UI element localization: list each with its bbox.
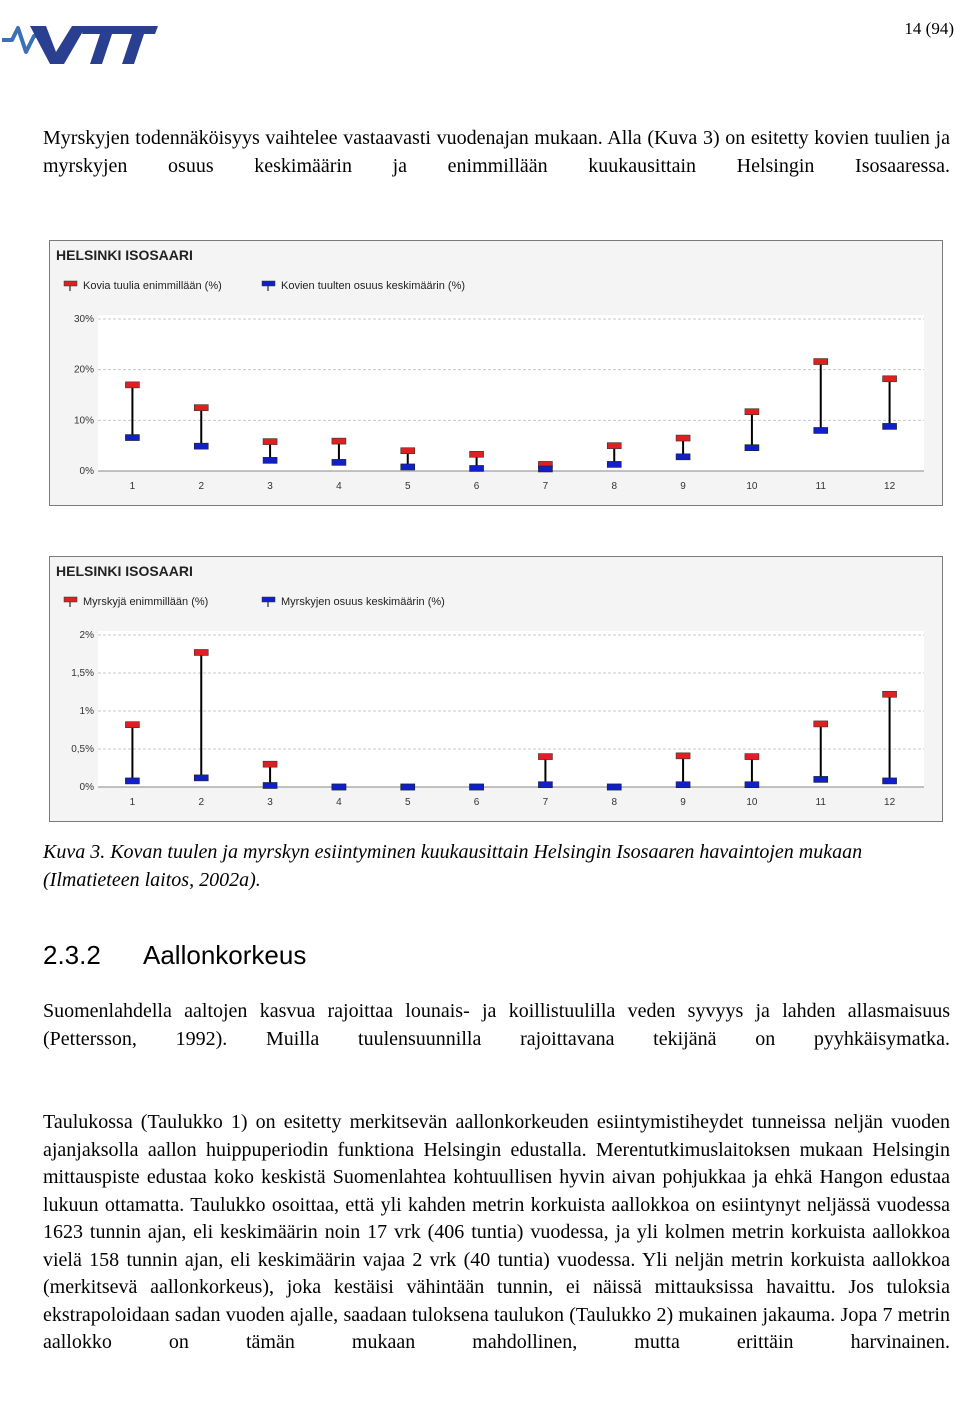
y-tick-label: 0% [79,466,94,477]
x-tick-label: 9 [680,481,686,492]
vtt-logo [0,6,160,64]
legend-marker [262,281,275,286]
x-tick-label: 5 [404,481,411,492]
avg-marker [538,466,552,472]
paragraph-wave-statistics: Taulukossa (Taulukko 1) on esitetty merkitsevän aallonkorkeuden esiintymistiheydet tunneissa neljän vuoden ajanjaksolla aallon huippuperiodin funktiona Helsingin edustalla. Merentutkimuslaitoksen mukaan Helsingin mittauspiste edustaa koko keskistä Suomenlahtea kohtuullisen hyvin aivan pohjukkaa ja ehkä Hangon edustaa lukuun ottamatta. Taulukko osoittaa, että yli kahden metrin korkuista aallokkoa on esiintynyt neljässä vuodessa 1623 tunnin ajan, eli keskimäärin noin 17 vrk (406 tuntia) vuodessa, ja yli kolmen metrin korkuista aallokkoa vielä 158 tunnin ajan, eli keskimäärin vajaa 2 vrk (40 tuntia) vuodessa. Yli neljän metrin korkuista aallokkoa (merkitsevä aallonkorkeus), joka kestäisi vähintään tunnin, ei näissä mittauksissa havaittu. Jos tuloksia ekstrapoloidaan sadan vuoden ajalle, saadaan tuloksena taulukon (Taulukko 2) mukainen jakauma. Jopa 7 metrin aallokko on tämän mukaan mahdollinen, mutta erittäin harvinainen. [43,1111,950,1353]
avg-marker [607,784,621,790]
max-marker [883,691,897,697]
intro-paragraph: Myrskyjen todennäköisyys vaihtelee vastaavasti vuodenajan mukaan. Alla (Kuva 3) on esitetty kovien tuulien ja myrskyjen osuus keskimäärin ja enimmillään kuukausittain Helsingin Isosaaressa. [43,127,950,177]
avg-marker [125,435,139,441]
legend-marker [64,597,77,602]
plot-area [98,631,924,787]
avg-marker [263,782,277,788]
x-tick-label: 12 [884,481,896,492]
x-tick-label: 6 [473,481,480,492]
max-marker [607,443,621,449]
legend-label: Kovia tuulia enimmillään (%) [83,280,222,292]
y-tick-label: 1,5% [71,668,94,679]
x-tick-label: 1 [129,797,136,808]
paragraph-wave-limits: Suomenlahdella aaltojen kasvua rajoittaa lounais- ja koillistuulilla veden syvyys ja lahden allasmaisuus (Pettersson, 1992). Muilla tuulensuunnilla rajoittavana tekijänä on pyyhkäisymatka. [43,1000,950,1050]
avg-marker [883,423,897,429]
max-marker [401,448,415,454]
max-marker [125,722,139,728]
section-title: Aallonkorkeus [143,940,307,970]
max-marker [883,376,897,382]
chart-strong-winds [49,240,943,506]
y-tick-label: 2% [79,630,94,641]
y-tick-label: 10% [73,415,94,427]
x-tick-label: 10 [746,481,758,492]
avg-marker [332,784,346,790]
x-tick-label: 11 [815,797,826,808]
avg-marker [401,784,415,790]
avg-marker [538,782,552,788]
max-marker [470,451,484,457]
avg-marker [745,782,759,788]
max-marker [814,721,828,727]
avg-marker [814,776,828,782]
max-marker [745,409,759,415]
max-marker [745,754,759,760]
max-marker [538,754,552,760]
x-tick-label: 5 [404,797,411,808]
max-marker [125,382,139,388]
x-tick-label: 6 [473,797,480,808]
chart-title: HELSINKI ISOSAARI [56,563,193,579]
section-number: 2.3.2 [43,940,101,970]
x-tick-label: 4 [336,797,342,808]
x-tick-label: 9 [680,797,686,808]
legend-label: Myrskyjä enimmillään (%) [83,596,209,608]
max-marker [194,649,208,655]
legend-label: Kovien tuulten osuus keskimäärin (%) [281,280,466,292]
x-tick-label: 4 [336,481,342,492]
x-tick-label: 8 [611,797,618,808]
max-marker [814,359,828,365]
avg-marker [883,778,897,784]
section-heading [43,940,306,971]
page-number: 14 (94) [904,19,954,38]
avg-marker [470,784,484,790]
x-tick-label: 8 [611,481,618,492]
avg-marker [676,782,690,788]
max-marker [676,435,690,441]
max-marker [332,438,346,444]
y-tick-label: 0% [79,782,94,793]
x-tick-label: 2 [198,797,205,808]
x-tick-label: 12 [884,797,896,808]
x-tick-label: 7 [542,481,549,492]
avg-marker [814,427,828,433]
chart-strong-winds-svg [50,241,942,505]
chart-storms-svg [50,557,942,821]
y-tick-label: 1% [79,706,94,717]
y-tick-label: 0,5% [71,744,94,755]
figure-caption: Kuva 3. Kovan tuulen ja myrskyn esiintyminen kuukausittain Helsingin Isosaaren havaintojen mukaan (Ilmatieteen laitos, 2002a). [43,841,863,891]
avg-marker [332,459,346,465]
avg-marker [676,454,690,460]
avg-marker [607,461,621,467]
max-marker [194,405,208,411]
plot-area [98,315,924,471]
legend-label: Myrskyjen osuus keskimäärin (%) [281,596,445,608]
chart-storms [49,556,943,822]
x-tick-label: 3 [267,481,273,492]
x-tick-label: 3 [267,797,273,808]
x-tick-label: 10 [746,797,758,808]
x-tick-label: 7 [542,797,549,808]
avg-marker [263,457,277,463]
avg-marker [194,775,208,781]
y-tick-label: 20% [73,364,94,376]
avg-marker [401,464,415,470]
max-marker [263,439,277,445]
legend-marker [64,281,77,286]
x-tick-label: 2 [198,481,205,492]
x-tick-label: 11 [815,481,826,492]
avg-marker [470,465,484,471]
max-marker [676,753,690,759]
y-tick-label: 30% [73,314,94,325]
avg-marker [745,445,759,451]
max-marker [263,761,277,767]
legend-marker [262,597,275,602]
x-tick-label: 1 [129,481,136,492]
avg-marker [125,778,139,784]
avg-marker [194,443,208,449]
chart-title: HELSINKI ISOSAARI [56,247,193,263]
